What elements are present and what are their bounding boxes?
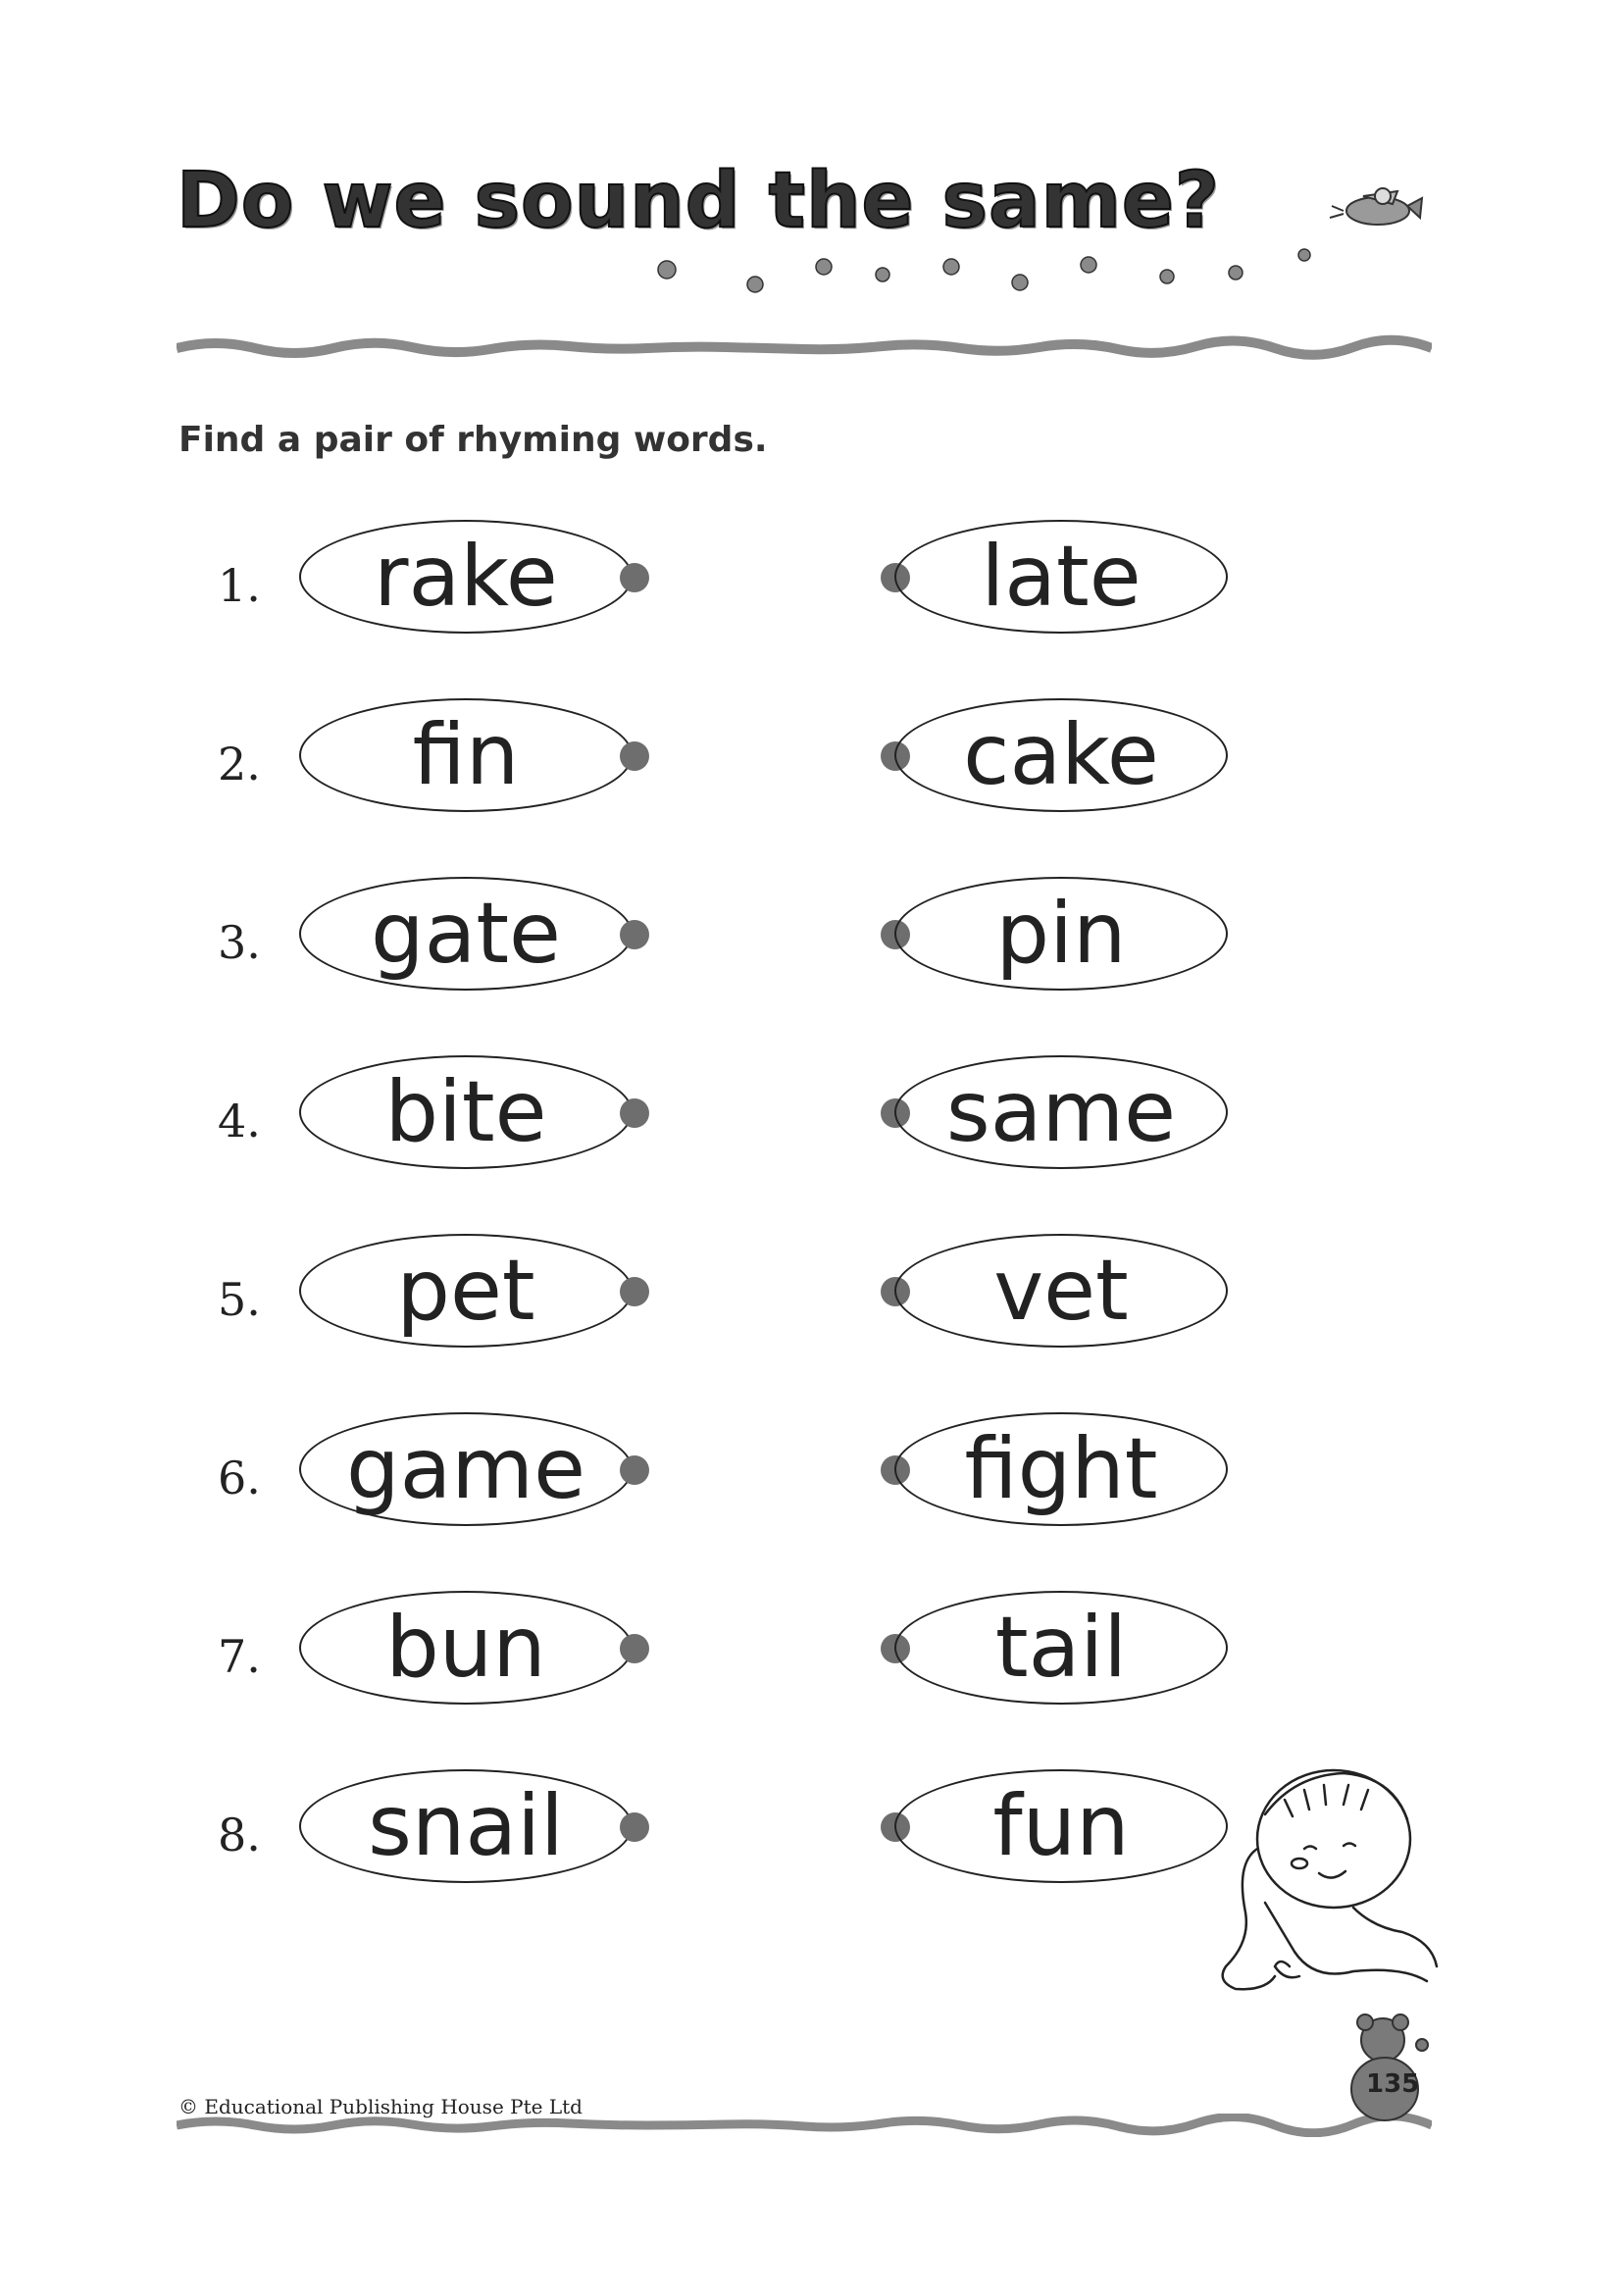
left-connector-dot[interactable] <box>620 741 649 771</box>
airplane-icon <box>1324 167 1432 245</box>
page-title: Do we sound the same? <box>177 157 1221 245</box>
top-divider <box>177 333 1432 363</box>
left-word-oval[interactable]: gate <box>299 877 633 991</box>
left-connector-dot[interactable] <box>620 563 649 592</box>
left-connector-dot[interactable] <box>620 1098 649 1128</box>
right-word-oval[interactable]: cake <box>894 698 1228 812</box>
left-connector-dot[interactable] <box>620 920 649 949</box>
item-number: 5. <box>218 1273 261 1326</box>
rhyme-row <box>0 520 1624 637</box>
left-connector-dot[interactable] <box>620 1455 649 1485</box>
left-word-oval[interactable]: rake <box>299 520 633 634</box>
left-connector-dot[interactable] <box>620 1812 649 1842</box>
left-word-oval[interactable]: fin <box>299 698 633 812</box>
rhyme-row <box>0 1412 1624 1530</box>
thinking-boy-illustration <box>1206 1756 1442 2011</box>
item-number: 8. <box>218 1809 261 1861</box>
left-word-oval[interactable]: bun <box>299 1591 633 1705</box>
item-number: 6. <box>218 1452 261 1504</box>
item-number: 1. <box>218 559 261 612</box>
rhyme-row <box>0 698 1624 816</box>
right-word-oval[interactable]: vet <box>894 1234 1228 1348</box>
flower-trail-icon <box>637 245 1344 304</box>
left-word-oval[interactable]: game <box>299 1412 633 1526</box>
left-word-oval[interactable]: pet <box>299 1234 633 1348</box>
item-number: 7. <box>218 1630 261 1683</box>
right-word-oval[interactable]: same <box>894 1055 1228 1169</box>
rhyme-row <box>0 1055 1624 1173</box>
left-word-oval[interactable]: bite <box>299 1055 633 1169</box>
page-number: 135 <box>1366 2069 1420 2099</box>
right-word-oval[interactable]: fun <box>894 1769 1228 1883</box>
left-connector-dot[interactable] <box>620 1277 649 1306</box>
left-connector-dot[interactable] <box>620 1634 649 1663</box>
item-number: 3. <box>218 916 261 969</box>
copyright-text: © Educational Publishing House Pte Ltd <box>178 2095 583 2118</box>
right-word-oval[interactable]: pin <box>894 877 1228 991</box>
rhyme-row <box>0 1234 1624 1351</box>
instruction-text: Find a pair of rhyming words. <box>178 420 768 460</box>
right-word-oval[interactable]: tail <box>894 1591 1228 1705</box>
left-word-oval[interactable]: snail <box>299 1769 633 1883</box>
right-word-oval[interactable]: fight <box>894 1412 1228 1526</box>
rhyme-row <box>0 877 1624 994</box>
item-number: 2. <box>218 738 261 790</box>
right-word-oval[interactable]: late <box>894 520 1228 634</box>
rhyme-row <box>0 1591 1624 1708</box>
item-number: 4. <box>218 1095 261 1147</box>
